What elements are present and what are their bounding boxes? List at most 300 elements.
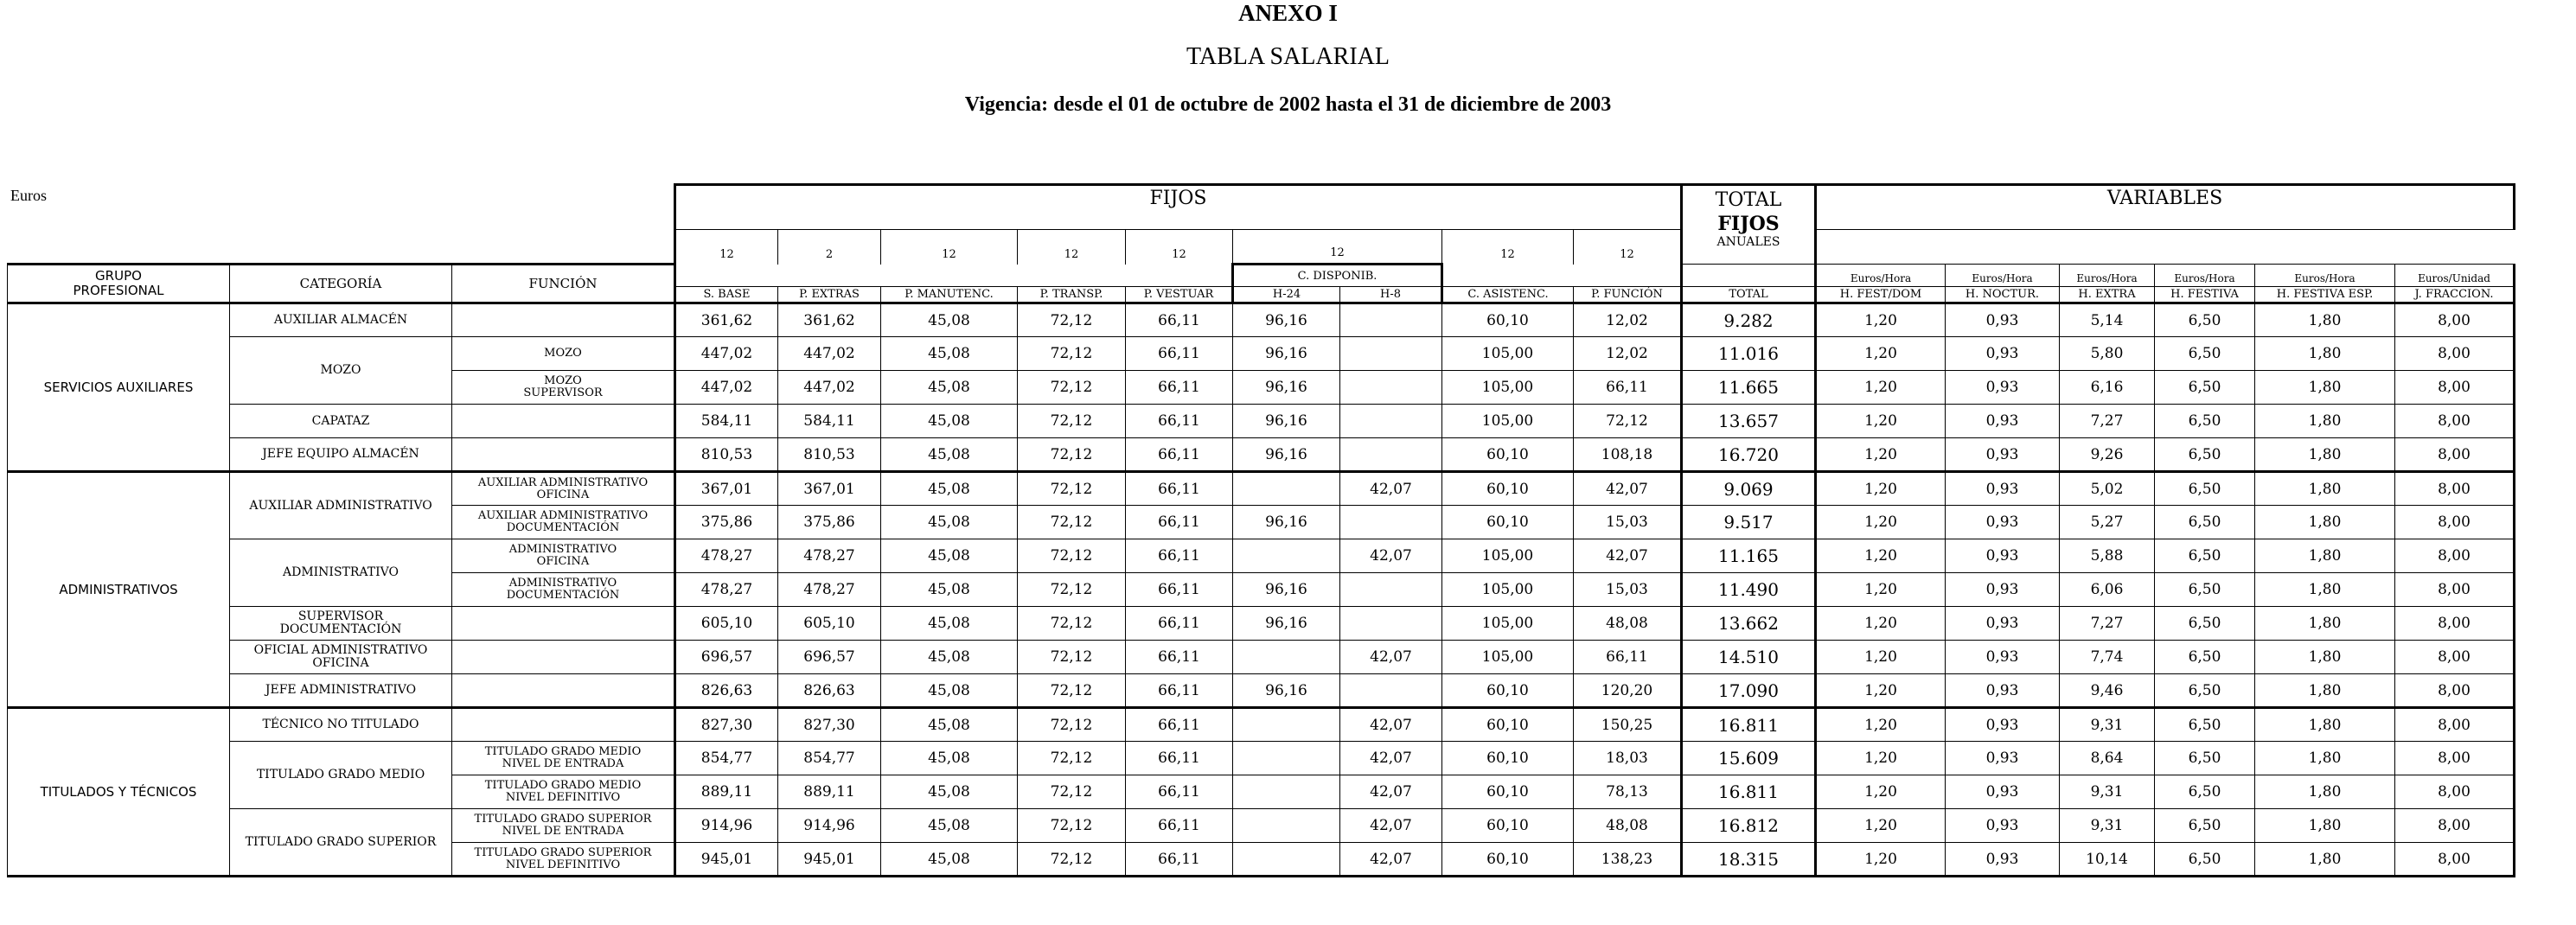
cell-h-festiva-esp: 1,80 bbox=[2255, 775, 2395, 809]
cell-h-noctur: 0,93 bbox=[1946, 607, 2060, 641]
cell-s-base: 889,11 bbox=[675, 775, 778, 809]
function-name-line: NIVEL DEFINITIVO bbox=[505, 791, 621, 804]
cell-h-festiva: 6,50 bbox=[2155, 641, 2255, 674]
cell-c-asistenc: 60,10 bbox=[1442, 775, 1574, 809]
cell-p-extras: 827,30 bbox=[778, 708, 881, 742]
cell-h-fest-dom: 1,20 bbox=[1816, 337, 1946, 371]
cell-h-extra: 5,88 bbox=[2060, 539, 2155, 573]
function-name-line: OFICINA bbox=[536, 555, 590, 568]
category-name-line: DOCUMENTACIÓN bbox=[279, 622, 402, 636]
function-name-line: DOCUMENTACIÓN bbox=[506, 589, 620, 602]
col-label-s-base: S. BASE bbox=[675, 287, 778, 303]
table-row bbox=[8, 607, 2515, 641]
col-label-h-extra: H. EXTRA bbox=[2060, 287, 2155, 303]
col-header-funcion: FUNCIÓN bbox=[452, 265, 675, 303]
variables-header: VARIABLES bbox=[1816, 185, 2515, 230]
category-name bbox=[230, 539, 452, 607]
cell-h-festiva: 6,50 bbox=[2155, 539, 2255, 573]
cell-p-funcion: 42,07 bbox=[1574, 472, 1682, 506]
cell-h-noctur: 0,93 bbox=[1946, 438, 2060, 472]
cell-j-fraccion: 8,00 bbox=[2395, 539, 2515, 573]
cell-j-fraccion: 8,00 bbox=[2395, 843, 2515, 877]
cell-h-fest-dom: 1,20 bbox=[1816, 641, 1946, 674]
cell-p-extras: 375,86 bbox=[778, 506, 881, 539]
cell-h-24 bbox=[1233, 843, 1340, 877]
group-name: SERVICIOS AUXILIARES bbox=[8, 303, 230, 472]
cell-h-fest-dom: 1,20 bbox=[1816, 303, 1946, 337]
group-name: TITULADOS Y TÉCNICOS bbox=[8, 708, 230, 877]
cell-j-fraccion: 8,00 bbox=[2395, 708, 2515, 742]
cell-p-vestuar: 66,11 bbox=[1126, 775, 1233, 809]
cell-h-festiva-esp: 1,80 bbox=[2255, 843, 2395, 877]
cell-p-transp: 72,12 bbox=[1018, 742, 1126, 775]
cell-p-funcion: 15,03 bbox=[1574, 573, 1682, 607]
cell-h-extra: 8,64 bbox=[2060, 742, 2155, 775]
cell-p-transp: 72,12 bbox=[1018, 371, 1126, 405]
cell-p-extras: 478,27 bbox=[778, 539, 881, 573]
cell-p-transp: 72,12 bbox=[1018, 405, 1126, 438]
cell-h-festiva: 6,50 bbox=[2155, 438, 2255, 472]
cell-p-extras: 367,01 bbox=[778, 472, 881, 506]
cell-p-transp: 72,12 bbox=[1018, 438, 1126, 472]
cell-p-extras: 696,57 bbox=[778, 641, 881, 674]
col-label-p-extras: P. EXTRAS bbox=[778, 287, 881, 303]
function-name-line: TITULADO GRADO SUPERIOR bbox=[474, 845, 652, 859]
cell-p-vestuar: 66,11 bbox=[1126, 472, 1233, 506]
category-name bbox=[230, 472, 452, 539]
category-name-line: TÉCNICO NO TITULADO bbox=[262, 718, 419, 731]
cell-p-manutenc: 45,08 bbox=[881, 607, 1018, 641]
count-c-asistenc: 12 bbox=[1442, 230, 1574, 265]
cell-h-festiva: 6,50 bbox=[2155, 405, 2255, 438]
cell-p-funcion: 15,03 bbox=[1574, 506, 1682, 539]
function-name-line: NIVEL DE ENTRADA bbox=[502, 757, 624, 770]
cell-s-base: 584,11 bbox=[675, 405, 778, 438]
cell-h-8: 42,07 bbox=[1340, 809, 1442, 843]
cell-h-fest-dom: 1,20 bbox=[1816, 708, 1946, 742]
function-name-line: DOCUMENTACIÓN bbox=[506, 521, 620, 534]
function-name bbox=[452, 303, 675, 337]
cell-c-asistenc: 60,10 bbox=[1442, 506, 1574, 539]
cell-h-8 bbox=[1340, 337, 1442, 371]
function-name bbox=[452, 438, 675, 472]
category-name bbox=[230, 809, 452, 877]
cell-h-8 bbox=[1340, 573, 1442, 607]
var-unit-noctur: Euros/Hora bbox=[1946, 265, 2060, 287]
cell-p-manutenc: 45,08 bbox=[881, 573, 1018, 607]
function-name bbox=[452, 607, 675, 641]
category-name-line: CAPATAZ bbox=[311, 413, 370, 428]
category-name bbox=[230, 607, 452, 641]
category-name-line: OFICIAL ADMINISTRATIVO bbox=[253, 643, 428, 657]
category-name bbox=[230, 641, 452, 674]
cell-p-transp: 72,12 bbox=[1018, 843, 1126, 877]
function-name-line: MOZO bbox=[544, 347, 582, 360]
cell-h-festiva: 6,50 bbox=[2155, 506, 2255, 539]
function-name bbox=[452, 674, 675, 708]
cell-p-vestuar: 66,11 bbox=[1126, 573, 1233, 607]
cell-h-noctur: 0,93 bbox=[1946, 539, 2060, 573]
cell-h-24 bbox=[1233, 539, 1340, 573]
cell-h-noctur: 0,93 bbox=[1946, 573, 2060, 607]
cell-c-asistenc: 60,10 bbox=[1442, 708, 1574, 742]
count-p-funcion: 12 bbox=[1574, 230, 1682, 265]
cell-p-funcion: 108,18 bbox=[1574, 438, 1682, 472]
cell-s-base: 375,86 bbox=[675, 506, 778, 539]
cell-h-fest-dom: 1,20 bbox=[1816, 472, 1946, 506]
category-name-line: SUPERVISOR bbox=[297, 609, 384, 623]
cell-p-extras: 945,01 bbox=[778, 843, 881, 877]
cell-p-extras: 478,27 bbox=[778, 573, 881, 607]
cell-s-base: 826,63 bbox=[675, 674, 778, 708]
cell-total: 16.812 bbox=[1682, 809, 1816, 843]
cell-h-fest-dom: 1,20 bbox=[1816, 371, 1946, 405]
cell-h-fest-dom: 1,20 bbox=[1816, 674, 1946, 708]
function-name-line: TITULADO GRADO SUPERIOR bbox=[474, 813, 652, 826]
cell-h-fest-dom: 1,20 bbox=[1816, 843, 1946, 877]
cell-h-8 bbox=[1340, 674, 1442, 708]
cell-h-24: 96,16 bbox=[1233, 371, 1340, 405]
function-name-line: AUXILIAR ADMINISTRATIVO bbox=[477, 509, 649, 522]
currency-unit-label: Euros bbox=[10, 187, 47, 204]
cell-h-fest-dom: 1,20 bbox=[1816, 539, 1946, 573]
cell-h-noctur: 0,93 bbox=[1946, 337, 2060, 371]
cell-h-noctur: 0,93 bbox=[1946, 674, 2060, 708]
cell-p-extras: 447,02 bbox=[778, 371, 881, 405]
cell-p-manutenc: 45,08 bbox=[881, 405, 1018, 438]
cell-total: 11.016 bbox=[1682, 337, 1816, 371]
cell-total: 15.609 bbox=[1682, 742, 1816, 775]
cell-p-vestuar: 66,11 bbox=[1126, 809, 1233, 843]
cell-j-fraccion: 8,00 bbox=[2395, 337, 2515, 371]
cell-h-24 bbox=[1233, 708, 1340, 742]
cell-h-festiva-esp: 1,80 bbox=[2255, 337, 2395, 371]
cell-h-noctur: 0,93 bbox=[1946, 405, 2060, 438]
table-row bbox=[8, 337, 2515, 371]
annex-title: ANEXO I bbox=[1238, 0, 1338, 26]
cell-h-festiva-esp: 1,80 bbox=[2255, 708, 2395, 742]
cell-p-manutenc: 45,08 bbox=[881, 539, 1018, 573]
cell-j-fraccion: 8,00 bbox=[2395, 472, 2515, 506]
cell-h-fest-dom: 1,20 bbox=[1816, 607, 1946, 641]
cell-h-24: 96,16 bbox=[1233, 405, 1340, 438]
cell-h-noctur: 0,93 bbox=[1946, 775, 2060, 809]
cell-h-24: 96,16 bbox=[1233, 337, 1340, 371]
count-p-extras: 2 bbox=[778, 230, 881, 265]
cell-h-extra: 7,27 bbox=[2060, 405, 2155, 438]
cell-h-extra: 9,31 bbox=[2060, 809, 2155, 843]
cell-p-vestuar: 66,11 bbox=[1126, 742, 1233, 775]
category-name-line: JEFE ADMINISTRATIVO bbox=[265, 683, 417, 697]
cell-p-vestuar: 66,11 bbox=[1126, 506, 1233, 539]
cell-total: 17.090 bbox=[1682, 674, 1816, 708]
cell-h-fest-dom: 1,20 bbox=[1816, 405, 1946, 438]
cell-c-asistenc: 60,10 bbox=[1442, 843, 1574, 877]
cell-h-fest-dom: 1,20 bbox=[1816, 438, 1946, 472]
cell-h-festiva-esp: 1,80 bbox=[2255, 438, 2395, 472]
cell-p-funcion: 78,13 bbox=[1574, 775, 1682, 809]
cell-p-vestuar: 66,11 bbox=[1126, 438, 1233, 472]
cell-p-vestuar: 66,11 bbox=[1126, 641, 1233, 674]
cell-h-noctur: 0,93 bbox=[1946, 303, 2060, 337]
table-row bbox=[8, 303, 2515, 337]
cell-p-vestuar: 66,11 bbox=[1126, 337, 1233, 371]
cell-p-extras: 914,96 bbox=[778, 809, 881, 843]
cell-h-24 bbox=[1233, 742, 1340, 775]
cell-total: 9.069 bbox=[1682, 472, 1816, 506]
cell-p-manutenc: 45,08 bbox=[881, 438, 1018, 472]
cell-h-extra: 9,26 bbox=[2060, 438, 2155, 472]
cell-h-8 bbox=[1340, 371, 1442, 405]
cell-p-vestuar: 66,11 bbox=[1126, 607, 1233, 641]
cell-h-extra: 6,06 bbox=[2060, 573, 2155, 607]
grupo-line-1: GRUPO bbox=[95, 268, 142, 284]
cell-h-8: 42,07 bbox=[1340, 539, 1442, 573]
cell-h-noctur: 0,93 bbox=[1946, 742, 2060, 775]
cell-p-extras: 361,62 bbox=[778, 303, 881, 337]
cell-p-manutenc: 45,08 bbox=[881, 641, 1018, 674]
cell-p-funcion: 12,02 bbox=[1574, 337, 1682, 371]
cell-p-manutenc: 45,08 bbox=[881, 674, 1018, 708]
cell-p-transp: 72,12 bbox=[1018, 506, 1126, 539]
cell-j-fraccion: 8,00 bbox=[2395, 809, 2515, 843]
cell-p-manutenc: 45,08 bbox=[881, 371, 1018, 405]
cell-p-transp: 72,12 bbox=[1018, 337, 1126, 371]
function-name bbox=[452, 742, 675, 775]
category-name bbox=[230, 742, 452, 809]
cell-c-asistenc: 105,00 bbox=[1442, 607, 1574, 641]
cell-p-manutenc: 45,08 bbox=[881, 472, 1018, 506]
category-name bbox=[230, 303, 452, 337]
cell-h-festiva: 6,50 bbox=[2155, 674, 2255, 708]
cell-h-8 bbox=[1340, 607, 1442, 641]
function-name bbox=[452, 472, 675, 506]
cell-total: 16.720 bbox=[1682, 438, 1816, 472]
cell-p-funcion: 48,08 bbox=[1574, 809, 1682, 843]
cell-h-festiva-esp: 1,80 bbox=[2255, 607, 2395, 641]
col-label-p-funcion: P. FUNCIÓN bbox=[1574, 287, 1682, 303]
cell-h-extra: 6,16 bbox=[2060, 371, 2155, 405]
cell-j-fraccion: 8,00 bbox=[2395, 303, 2515, 337]
col-label-j-fraccion: J. FRACCION. bbox=[2395, 287, 2515, 303]
cell-h-extra: 5,80 bbox=[2060, 337, 2155, 371]
cell-s-base: 605,10 bbox=[675, 607, 778, 641]
count-p-transp: 12 bbox=[1018, 230, 1126, 265]
cell-s-base: 914,96 bbox=[675, 809, 778, 843]
table-title: TABLA SALARIAL bbox=[1186, 43, 1390, 70]
function-name-line: NIVEL DE ENTRADA bbox=[502, 825, 624, 838]
cell-h-festiva: 6,50 bbox=[2155, 843, 2255, 877]
function-name-line: OFICINA bbox=[536, 488, 590, 501]
counts-row bbox=[8, 230, 2515, 265]
cell-h-festiva: 6,50 bbox=[2155, 371, 2255, 405]
cell-p-funcion: 66,11 bbox=[1574, 641, 1682, 674]
cell-h-noctur: 0,93 bbox=[1946, 843, 2060, 877]
cell-h-festiva: 6,50 bbox=[2155, 742, 2255, 775]
function-name bbox=[452, 641, 675, 674]
cell-h-extra: 9,46 bbox=[2060, 674, 2155, 708]
cell-p-funcion: 138,23 bbox=[1574, 843, 1682, 877]
grupo-line-2: PROFESIONAL bbox=[73, 283, 164, 298]
cell-h-festiva-esp: 1,80 bbox=[2255, 809, 2395, 843]
cell-s-base: 478,27 bbox=[675, 539, 778, 573]
function-name-line: TITULADO GRADO MEDIO bbox=[484, 779, 642, 792]
category-name-line: OFICINA bbox=[312, 656, 369, 670]
validity-subtitle: Vigencia: desde el 01 de octubre de 2002 hasta el 31 de diciembre de 2003 bbox=[964, 93, 1612, 116]
var-unit-extra: Euros/Hora bbox=[2060, 265, 2155, 287]
cell-s-base: 945,01 bbox=[675, 843, 778, 877]
function-name-line: SUPERVISOR bbox=[523, 386, 603, 399]
cell-h-extra: 10,14 bbox=[2060, 843, 2155, 877]
cell-p-extras: 826,63 bbox=[778, 674, 881, 708]
cell-p-transp: 72,12 bbox=[1018, 809, 1126, 843]
cell-p-transp: 72,12 bbox=[1018, 708, 1126, 742]
cell-s-base: 447,02 bbox=[675, 337, 778, 371]
cell-j-fraccion: 8,00 bbox=[2395, 438, 2515, 472]
cell-j-fraccion: 8,00 bbox=[2395, 742, 2515, 775]
cell-h-noctur: 0,93 bbox=[1946, 641, 2060, 674]
cell-h-extra: 5,27 bbox=[2060, 506, 2155, 539]
cell-h-festiva: 6,50 bbox=[2155, 303, 2255, 337]
function-name-line: AUXILIAR ADMINISTRATIVO bbox=[477, 475, 649, 489]
category-name-line: ADMINISTRATIVO bbox=[282, 565, 399, 579]
cell-h-extra: 7,27 bbox=[2060, 607, 2155, 641]
cell-p-funcion: 42,07 bbox=[1574, 539, 1682, 573]
salary-table bbox=[7, 183, 2515, 877]
cell-p-vestuar: 66,11 bbox=[1126, 843, 1233, 877]
category-name-line: AUXILIAR ADMINISTRATIVO bbox=[249, 498, 432, 513]
cell-h-extra: 9,31 bbox=[2060, 708, 2155, 742]
cell-h-8: 42,07 bbox=[1340, 708, 1442, 742]
table-row bbox=[8, 742, 2515, 775]
cell-s-base: 478,27 bbox=[675, 573, 778, 607]
category-name-line: TITULADO GRADO MEDIO bbox=[256, 768, 425, 781]
cell-p-vestuar: 66,11 bbox=[1126, 539, 1233, 573]
cell-p-manutenc: 45,08 bbox=[881, 843, 1018, 877]
cell-total: 13.662 bbox=[1682, 607, 1816, 641]
cell-h-festiva-esp: 1,80 bbox=[2255, 641, 2395, 674]
count-p-manutenc: 12 bbox=[881, 230, 1018, 265]
cell-h-noctur: 0,93 bbox=[1946, 371, 2060, 405]
cell-p-transp: 72,12 bbox=[1018, 607, 1126, 641]
total-fijos-header bbox=[1682, 185, 1816, 265]
cell-total: 16.811 bbox=[1682, 708, 1816, 742]
cell-total: 9.282 bbox=[1682, 303, 1816, 337]
cell-h-24 bbox=[1233, 472, 1340, 506]
function-name-line: ADMINISTRATIVO bbox=[508, 543, 617, 556]
section-header-row bbox=[8, 185, 2515, 230]
col-label-p-manutenc: P. MANUTENC. bbox=[881, 287, 1018, 303]
cell-j-fraccion: 8,00 bbox=[2395, 573, 2515, 607]
cell-c-asistenc: 105,00 bbox=[1442, 371, 1574, 405]
cell-h-festiva-esp: 1,80 bbox=[2255, 742, 2395, 775]
total-fijos-line-1: TOTAL bbox=[1715, 189, 1782, 211]
var-unit-festiva: Euros/Hora bbox=[2155, 265, 2255, 287]
cell-h-noctur: 0,93 bbox=[1946, 708, 2060, 742]
cell-j-fraccion: 8,00 bbox=[2395, 674, 2515, 708]
cell-h-8 bbox=[1340, 405, 1442, 438]
table-row bbox=[8, 809, 2515, 843]
column-header-row bbox=[8, 265, 2515, 287]
fijos-header: FIJOS bbox=[675, 185, 1682, 230]
cell-s-base: 361,62 bbox=[675, 303, 778, 337]
cell-p-manutenc: 45,08 bbox=[881, 742, 1018, 775]
cell-h-festiva-esp: 1,80 bbox=[2255, 539, 2395, 573]
cell-p-manutenc: 45,08 bbox=[881, 337, 1018, 371]
count-s-base: 12 bbox=[675, 230, 778, 265]
col-label-h-8: H-8 bbox=[1340, 287, 1442, 303]
cell-h-festiva: 6,50 bbox=[2155, 775, 2255, 809]
cell-h-24: 96,16 bbox=[1233, 303, 1340, 337]
cell-p-manutenc: 45,08 bbox=[881, 708, 1018, 742]
cell-h-24: 96,16 bbox=[1233, 506, 1340, 539]
cell-h-festiva-esp: 1,80 bbox=[2255, 674, 2395, 708]
cell-p-funcion: 48,08 bbox=[1574, 607, 1682, 641]
cell-p-transp: 72,12 bbox=[1018, 775, 1126, 809]
cell-h-festiva-esp: 1,80 bbox=[2255, 303, 2395, 337]
cell-c-asistenc: 105,00 bbox=[1442, 641, 1574, 674]
function-name-line: TITULADO GRADO MEDIO bbox=[484, 745, 642, 758]
function-name bbox=[452, 371, 675, 405]
col-label-h-noctur: H. NOCTUR. bbox=[1946, 287, 2060, 303]
count-p-vestuar: 12 bbox=[1126, 230, 1233, 265]
cell-s-base: 447,02 bbox=[675, 371, 778, 405]
table-row bbox=[8, 708, 2515, 742]
cell-h-extra: 5,14 bbox=[2060, 303, 2155, 337]
cell-c-asistenc: 60,10 bbox=[1442, 438, 1574, 472]
cell-h-fest-dom: 1,20 bbox=[1816, 742, 1946, 775]
col-label-p-transp: P. TRANSP. bbox=[1018, 287, 1126, 303]
cell-h-24 bbox=[1233, 775, 1340, 809]
cell-h-festiva-esp: 1,80 bbox=[2255, 371, 2395, 405]
cell-s-base: 810,53 bbox=[675, 438, 778, 472]
category-name-line: MOZO bbox=[320, 363, 361, 377]
cell-p-vestuar: 66,11 bbox=[1126, 708, 1233, 742]
cell-h-24: 96,16 bbox=[1233, 607, 1340, 641]
function-name bbox=[452, 337, 675, 371]
table-row bbox=[8, 438, 2515, 472]
cell-p-transp: 72,12 bbox=[1018, 674, 1126, 708]
cell-h-fest-dom: 1,20 bbox=[1816, 775, 1946, 809]
cell-h-8: 42,07 bbox=[1340, 742, 1442, 775]
cell-p-extras: 605,10 bbox=[778, 607, 881, 641]
cell-p-extras: 889,11 bbox=[778, 775, 881, 809]
cell-total: 13.657 bbox=[1682, 405, 1816, 438]
cell-h-festiva-esp: 1,80 bbox=[2255, 573, 2395, 607]
cell-c-asistenc: 60,10 bbox=[1442, 742, 1574, 775]
cell-s-base: 696,57 bbox=[675, 641, 778, 674]
category-name-line: TITULADO GRADO SUPERIOR bbox=[245, 834, 437, 849]
category-name-line: JEFE EQUIPO ALMACÉN bbox=[262, 447, 419, 461]
function-name bbox=[452, 708, 675, 742]
category-name bbox=[230, 674, 452, 708]
cell-h-fest-dom: 1,20 bbox=[1816, 809, 1946, 843]
cell-p-vestuar: 66,11 bbox=[1126, 303, 1233, 337]
cell-h-24: 96,16 bbox=[1233, 573, 1340, 607]
count-c-dispon: 12 bbox=[1233, 230, 1442, 265]
col-label-h-festiva-esp: H. FESTIVA ESP. bbox=[2255, 287, 2395, 303]
function-name-line: ADMINISTRATIVO bbox=[508, 577, 617, 590]
cell-h-festiva: 6,50 bbox=[2155, 337, 2255, 371]
cell-c-asistenc: 105,00 bbox=[1442, 573, 1574, 607]
cell-p-vestuar: 66,11 bbox=[1126, 674, 1233, 708]
cell-p-vestuar: 66,11 bbox=[1126, 405, 1233, 438]
cell-j-fraccion: 8,00 bbox=[2395, 607, 2515, 641]
cell-total: 16.811 bbox=[1682, 775, 1816, 809]
cell-c-asistenc: 60,10 bbox=[1442, 472, 1574, 506]
function-name bbox=[452, 809, 675, 843]
function-name bbox=[452, 775, 675, 809]
